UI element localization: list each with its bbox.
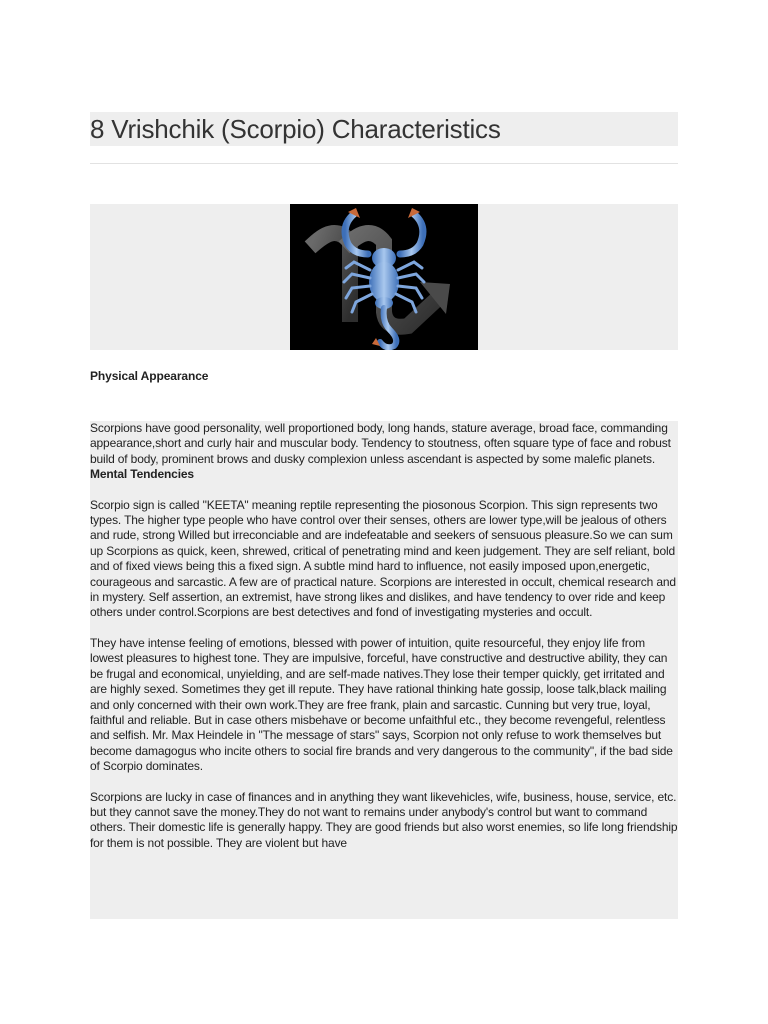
paragraph-physical-appearance	[90, 421, 678, 483]
scorpio-glyph-scorpion-icon	[290, 204, 478, 350]
paragraph-mental-tendencies: Scorpio sign is called "KEETA" meaning reptile representing the piosonous Scorpion. This sign represents two types. The higher type people who have control over their senses, others are lower type,will be jealous of others and rude, strong Willed but irreconciable and are indefeatable and seekers of sensuous pleasure.So we can sum up Scorpions as quick, keen, shrewed, critical of penetrating mind and keen judgement. They are self reliant, bold and of fixed views being this a fixed sign. A subtle mind hard to influence, not easily imposed upon,energetic, courageous and sarcastic. A few are of practical nature. Scorpions are interested in occult, chemical research and in mystery. Self assertion, an extremist, have strong likes and dislikes, and have tendency to over ride and keep others under control.Scorpions are best detectives and fond of investigating mysteries and occult.	[90, 497, 676, 620]
paragraph-emotions: They have intense feeling of emotions, blessed with power of intuition, quite resourceful, they enjoy life from lowest pleasures to highest tone. They are impulsive, forceful, have constructive and destructive ability, they can be frugal and economical, unyielding, and are self-made natives.They lose their temper quickly, get irritated and are highly sexed. Sometimes they get ill repute. They have rational thinking hate gossip, loose talk,black mailing and only concerned with their own work.They are free frank, plain and sarcastic. Cunning but very true, loyal, faithful and reliable. But in case others misbehave or become unfaithful etc., they become revengeful, relentless and selfish. Mr. Max Heindele in "The message of stars" says, Scorpion not only refuse to work themselves but become damagogus who incite others to social fire brands and very dangerous to the community", if the bad side of Scorpio dominates.	[90, 635, 673, 774]
section-heading-physical-appearance: Physical Appearance	[90, 369, 209, 383]
scorpio-image	[290, 204, 478, 350]
page-title: 8 Vrishchik (Scorpio) Characteristics	[90, 114, 501, 144]
body-text	[90, 421, 678, 919]
paragraph-finances: Scorpions are lucky in case of finances and in anything they want likevehicles, wife, business, house, service, etc. but they cannot save the money.They do not want to remains under anybody's control but want to command others. Their domestic life is generally happy. They are good friends but also worst enemies, so life long friendship for them is not possible. They are violent but have	[90, 789, 678, 850]
paragraph-text: Scorpions have good personality, well proportioned body, long hands, stature average, broad face, commanding appearance,short and curly hair and muscular body. Tendency to stoutness, often square type of face and robust build of body, prominent brows and dusky complexion unless ascendant is aspected by some malefic planets.	[90, 421, 671, 466]
image-band	[90, 204, 678, 350]
title-divider	[90, 163, 678, 164]
title-bar	[90, 112, 678, 146]
subheading-mental-tendencies: Mental Tendencies	[90, 467, 194, 482]
